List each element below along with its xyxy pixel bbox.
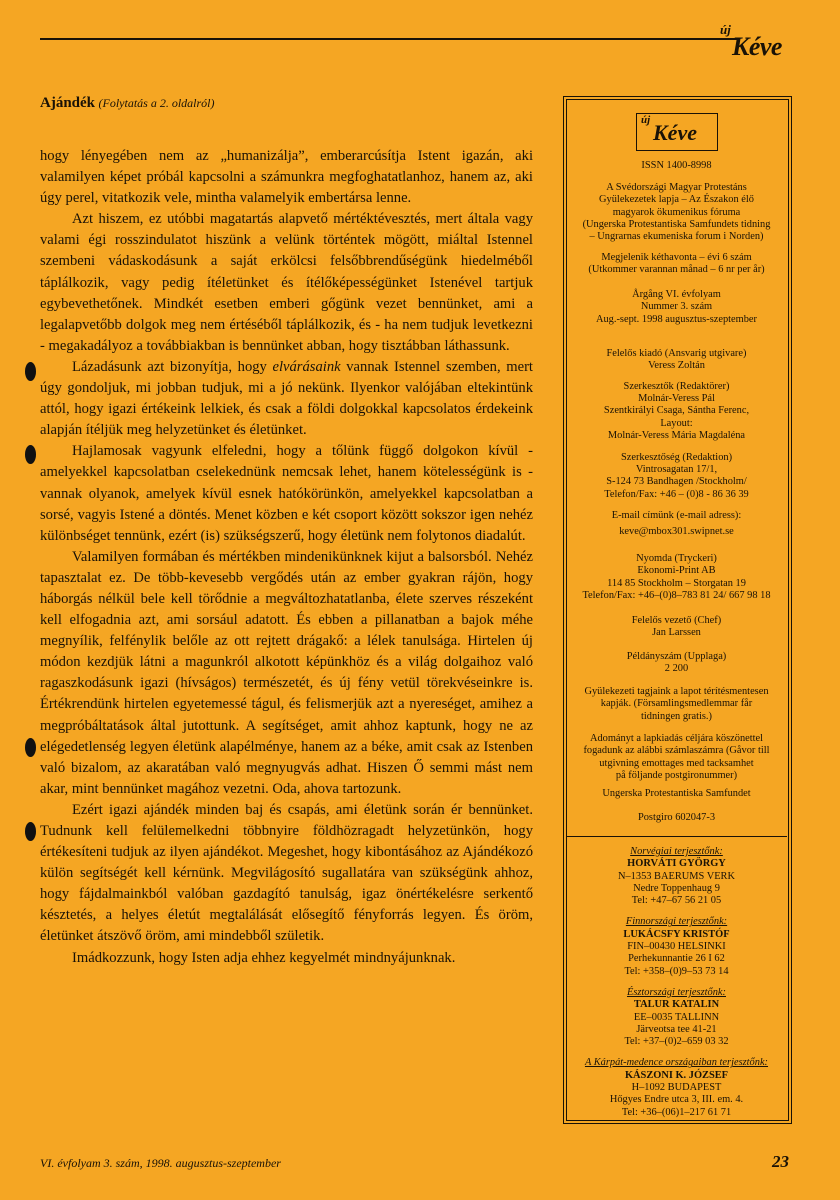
frequency-info [566,252,787,277]
distributor-line: FIN–00430 HELSINKI [627,941,726,953]
distributor-line: Perhekunnantie 26 I 62 [628,953,725,965]
distributor-line: Tel: +37–(0)2–659 03 32 [624,1036,729,1048]
distributor-name: LUKÁCSFY KRISTÓF [623,928,730,940]
copies-label: Példányszám (Upplaga) [626,651,727,662]
masthead-line: S-124 73 Bandhagen /Stockholm/ [606,476,747,488]
masthead-line: Telefon/Fax: +46–(0)8–783 81 24/ 667 98 18 [582,589,771,601]
distributor [566,846,787,907]
editors-label: Szerkesztők (Redaktörer) [623,381,730,392]
office-label: Szerkesztőség (Redaktion) [620,452,733,463]
distributor-line: H–1092 BUDAPEST [631,1082,722,1094]
masthead-line: 114 85 Stockholm – Storgatan 19 [607,577,746,589]
editors-names [566,393,787,418]
printer-info [566,553,787,602]
manager-label: Felelős vezető (Chef) [631,615,722,626]
article-continuation: (Folytatás a 2. oldalról) [98,96,215,110]
article-title-text: Ajándék [40,95,96,111]
punch-hole-4 [25,822,36,841]
distributor-line: Tel: +36–(06)1–217 61 71 [621,1106,732,1118]
masthead-line: Ekonomi-Print AB [637,565,716,577]
article-paragraph: Imádkozzunk, hogy Isten adja ehhez kegyelmét mindnyájunknak. [72,949,456,966]
masthead-line: kapják. (Församlingsmedlemmar får [600,698,753,710]
organization-name: Ungerska Protestantiska Samfundet [602,788,751,799]
distributor-line: Nedre Toppenhaug 9 [633,882,720,894]
distributor-line: EE–0035 TALLINN [633,1011,720,1023]
email-label: E-mail címünk (e-mail adress): [611,510,742,521]
masthead-line: Nyomda (Tryckeri) [636,553,717,564]
free-copies-note [566,686,787,723]
masthead-line: på följande postgironummer) [615,769,738,781]
page-number: 23 [772,1152,789,1171]
masthead-line: tidningen gratis.) [641,710,712,722]
masthead-line: Adományt a lapkiadás céljára köszönettel [589,733,764,744]
distributor-label: A Kárpát-medence országaiban terjesztőnk: [584,1057,769,1069]
top-rule [40,38,740,40]
masthead-line: (Utkommer varannan månad – 6 nr per år) [588,264,765,276]
masthead-line: Aug.-sept. 1998 augusztus-szeptember [595,313,757,325]
punch-hole-2 [25,445,36,464]
copies-count: 2 200 [664,663,689,674]
distributor-line: N–1353 BAERUMS VERK [617,870,735,882]
logo-uj: új [720,22,731,37]
masthead-line: Årgång VI. évfolyam [632,289,721,300]
distributor-line: Järveotsa tee 41-21 [636,1023,717,1035]
masthead-line: – Ungrarnas ekumeniska forum i Norden) [589,231,764,243]
article-paragraph: Ezért igazi ajándék minden baj és csapás, ami életünk során ér bennünket. Tudnunk kell felülemelkedni többnyire földhözragadt helyzetünkön, hogy értékesíteni tudjuk az ilyen ajándékot. Megeshet, hogy kibontásához az Ajándékozó külön segítségét kell kérnünk. Megvilágosító sugallatára van szükségünk ahhoz, hogy fájdalmainkból valóban gazdagító tanulság, igaz önértékelésre serkentő késztetés, a helyes életút megtalálását elősegítő fényforrás legyen. És öröm, életünket átszövő öröm, ami mindebből születik. [40,801,533,945]
masthead-line: (Ungerska Protestantiska Samfundets tidning [582,218,771,230]
logo-keve: Kéve [732,32,782,61]
postgiro: Postgiro 602047-3 [637,812,716,823]
article-paragraph: Valamilyen formában és mértékben mindenikünknek kijut a balsorsból. Nehéz tapasztalat ez. De több-kevesebb vergődés után az ember gyakran rájön, hogy háborgás nélkül bele kell törődnie a megváltozhatatlanba, élete szerves részeként kell elfogadnia azt, ami sorsául adatott. És ebben a pillanatban a bajok méhe megnyílik, felfénylik belőle az ott rejtett drágakő: a lélek tanulsága. Hirtelen új módon kezdjük látni a magunkról alkotott képünkhöz és a világ dolgaihoz való ragaszkodásunk igazi (hívságos) természetét, és új fény vetül törekvéseinkre is. Értékrendünk hirtelen egyetemessé tágul, és felismerjük azt a nyereséget, amihez a megpróbáltatások által jutottunk. A segítséget, amit ahhoz kaptunk, hogy ne az elégedetlenség legyen életünk alapélménye, hanem az a béke, amit csak az Istenben való bizalom, az akaratában való megnyugvás adhat. Hiszen Ő semmi mást nem akar, mint bennünket magához vezetni. Oda, ahova tartozunk. [40,548,533,797]
masthead-line: Molnár-Veress Pál [638,393,715,404]
masthead-line: magyarok ökumenikus fóruma [612,206,741,218]
masthead-line: A Svédországi Magyar Protestáns [606,182,747,193]
masthead-line: Gyülekezeti tagjaink a lapot térítésmentesen [584,686,769,697]
distributor-name: KÁSZONI K. JÓZSEF [624,1069,729,1081]
distributor [566,987,787,1048]
masthead-line: Szentkirályi Csaga, Sántha Ferenc, [603,405,750,417]
masthead-line: Gyülekezetek lapja – Az Északon élő [599,194,754,206]
issn: ISSN 1400-8998 [641,160,712,171]
donation-note [566,733,787,782]
responsible-name: Veress Zoltán [648,360,705,371]
article-paragraph: Lázadásunk azt bizonyítja, hogy elvárásaink vannak Istennel szemben, mert úgy gondoljuk, mi jobban tudjuk, mi a jó nekünk. Ilyenkor valójában eltekintünk attól, hogy igazi értékeink lelkiek, és csak a földi dolgokkal kapcsolatos érdekeink alapján ítéljük meg helyzetünket és életünket. [40,358,533,439]
distributor-name: HORVÁTI GYÖRGY [627,858,726,870]
email-address[interactable]: keve@mbox301.swipnet.se [619,526,734,537]
masthead-line: Nummer 3. szám [640,301,713,313]
distributor-label: Norvégiai terjesztőnk: [630,846,723,857]
masthead-line: Telefon/Fax: +46 – (0)8 - 86 36 39 [604,488,749,500]
distributor-name: TALUR KATALIN [633,999,720,1011]
distributor-line: Hőgyes Endre utca 3, III. em. 4. [609,1094,744,1106]
article-paragraph: Azt hiszem, ez utóbbi magatartás alapvető mértéktévesztés, mert általa vagy valami égi rosszindulatot hiszünk a velünk történtek mögött, miáltal Istennel szembeni vádaskodásunk a saját erkölcsi felsőbbrendűségünk hiedelméből táplálkozik, vagy pedig ítéletünket és ítélőképességünket Istenével tartjuk egybevethetőnek. Mindkét esetben emberi gőgünk vezet bennünket, ami a legalapvetőbb dolgok meg nem értéséből táplálkozik, és - ha nem tudjuk levetkezni - megakadályoz a továbbiakban is bennünket abban, hogy tisztábban láthassunk. [40,211,533,354]
distributor-line: Tel: +47–67 56 21 05 [631,895,722,907]
article-paragraph: Hajlamosak vagyunk elfeledni, hogy a tőlünk függő dolgokon kívül - amelyekkel kapcsolatban cselekednünk nemcsak lehet, hanem kötelességünk is - vannak olyanok, amelyek kívül esnek hatókörünkön, amelyekkel kapcsolatban a sorsé, vagyis Istené a döntés. Menet közben e két csoport között sokszor igen nehéz különbséget tennünk, ezért (is) szükségszerű, hogy életünk nem folytonos diadalút. [40,443,533,544]
layout-label: Layout: [660,418,693,429]
punch-hole-1 [25,362,36,381]
distributor [566,916,787,977]
masthead-divider [566,836,787,837]
article-body [40,146,533,969]
article-paragraph: hogy lényegében nem az „humanizálja”, emberarcúsítja Istent igazán, aki valamilyen képet próbál kapcsolni a számunkra megfoghatatlanhoz, hanem az, aki úgy perel, vitatkozik vele, mintha valamelyik embertársa lenne. [40,148,533,207]
masthead-line: utgivning emottages med tacksamhet [599,757,754,769]
distributor [566,1057,787,1118]
masthead-line: Vintrosagatan 17/1, [635,464,718,475]
manager-name: Jan Larssen [652,627,701,638]
punch-hole-3 [25,738,36,757]
distributor-label: Finnországi terjesztőnk: [625,916,728,928]
masthead-logo [636,113,718,151]
responsible-label: Felelős kiadó (Ansvarig utgivare) [606,348,747,359]
distributors [566,846,787,1128]
distributor-line: Tel: +358–(0)9–53 73 14 [624,965,729,977]
article-title [40,95,215,112]
masthead-line: Megjelenik kéthavonta – évi 6 szám [601,252,752,263]
footer-issue: VI. évfolyam 3. szám, 1998. augusztus-szeptember [40,1156,281,1170]
masthead-logo-keve: Kéve [653,120,697,145]
masthead-logo-uj: új [641,114,651,126]
publisher-info [566,182,787,243]
masthead-line: fogadunk az alábbi számlaszámra (Gåvor till [583,745,770,757]
volume-info [566,289,787,326]
layout-name: Molnár-Veress Mária Magdaléna [607,430,746,441]
office-address [566,464,787,501]
distributor-label: Észtországi terjesztőnk: [626,986,726,998]
